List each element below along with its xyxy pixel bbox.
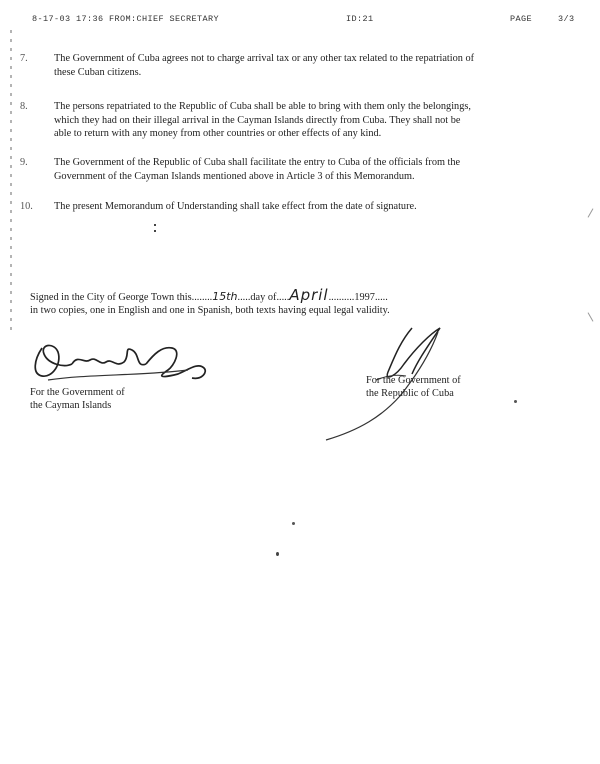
fax-edge-mark (10, 30, 12, 330)
clause-line: which they had on their illegal arrival in the Cayman Islands directly from Cuba. They shall not be (54, 114, 461, 126)
edge-mark (588, 312, 594, 321)
signing-prefix: Signed in the City of George Town this (30, 292, 192, 303)
cayman-party-line: For the Government of (30, 387, 125, 398)
page-number: 3/3 (558, 14, 575, 24)
fax-stamp: 8-17-03 17:36 FROM:CHIEF SECRETARY (32, 14, 220, 24)
cuba-party-line: the Republic of Cuba (366, 388, 454, 399)
clause-text (54, 156, 566, 183)
page-label: PAGE (510, 14, 533, 24)
cayman-party-line: the Cayman Islands (30, 400, 112, 411)
clause-line: The Government of the Republic of Cuba shall facilitate the entry to Cuba of the officials from the (54, 157, 461, 168)
clause-line: The present Memorandum of Understanding shall take effect from the date of signature. (54, 201, 417, 212)
fax-id: ID:21 (346, 14, 374, 24)
copies-line: in two copies, one in English and one in Spanish, both texts having equal legal validity. (30, 305, 390, 316)
cayman-party-block (30, 386, 170, 412)
speck (276, 552, 279, 556)
cuba-party-line: For the Government of (366, 375, 461, 386)
cayman-signature (28, 334, 218, 394)
signing-day-word: day of (250, 292, 277, 303)
clause-number: 7. (20, 53, 28, 64)
signing-day: 15th (212, 290, 238, 303)
clause-number: 10. (20, 201, 33, 212)
clause-line: these Cuban citizens. (54, 66, 142, 78)
clause-number: 8. (20, 101, 28, 112)
speck (292, 522, 295, 525)
clause-number: 9. (20, 157, 28, 168)
signing-line: Signed in the City of George Town this........15th.....day of.....April..........1997..... (30, 286, 388, 304)
clause-line: The Government of Cuba agrees not to charge arrival tax or any other tax related to the repatriation of (54, 53, 475, 64)
speck (154, 230, 156, 232)
signing-year: 1997 (354, 292, 375, 303)
edge-mark (588, 208, 594, 217)
clause-text (54, 200, 566, 214)
speck (514, 400, 517, 403)
clause-text (54, 52, 566, 79)
speck (154, 224, 156, 226)
clause-line: able to return with any money from other countries or other effects of any kind. (54, 128, 382, 139)
signing-month: April (289, 286, 329, 304)
clause-line: Government of the Cayman Islands mentioned above in Article 3 of this Memorandum. (54, 170, 415, 182)
clause-line: The persons repatriated to the Republic of Cuba shall be able to bring with them only the belongings, (54, 101, 471, 112)
clause-text (54, 100, 566, 141)
fax-header (28, 14, 584, 28)
cuba-party-block (366, 374, 516, 400)
